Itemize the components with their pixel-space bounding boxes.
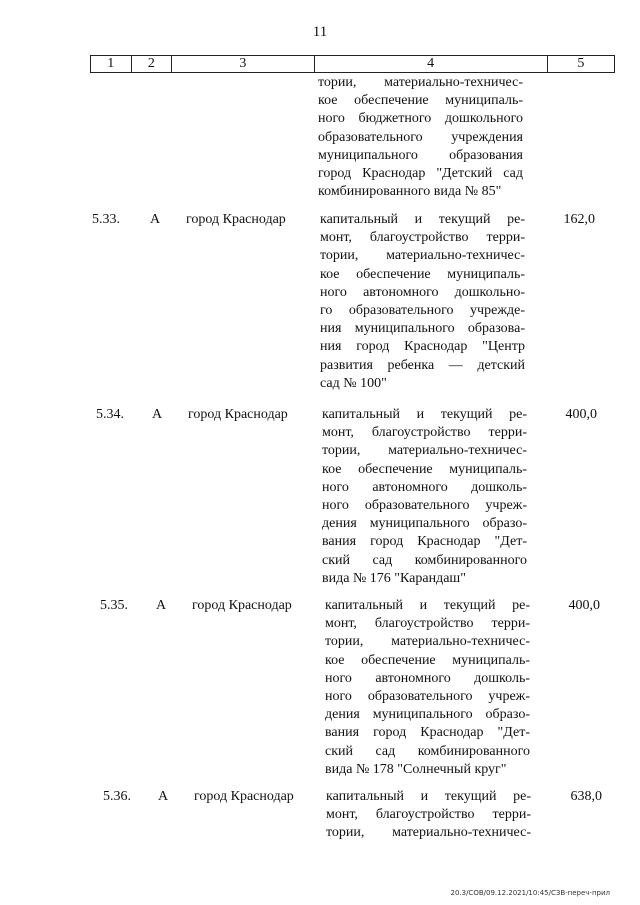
item-amount: 638,0	[570, 789, 602, 804]
item-description	[322, 406, 527, 588]
description-line: дения муниципального образо-	[322, 516, 527, 532]
item-place: город Краснодар	[192, 598, 292, 613]
item-amount: 400,0	[568, 598, 600, 613]
description-line: монт, благоустройство терри-	[320, 230, 525, 246]
item-number: 5.36.	[103, 789, 131, 804]
item-amount: 400,0	[565, 407, 597, 422]
item-number: 5.35.	[100, 598, 128, 613]
item-category: А	[158, 789, 169, 804]
description-line: ного автономного дошколь-	[325, 670, 530, 686]
item-description	[320, 211, 525, 393]
description-line: ного автономного дошколь-	[322, 479, 527, 495]
description-line: капитальный и текущий ре-	[320, 212, 525, 227]
description-line: вида № 178 "Солнечный круг"	[325, 761, 507, 777]
column-header-3: 3	[172, 56, 314, 73]
description-line: кое обеспечение муниципаль-	[320, 266, 525, 282]
description-line: кое обеспечение муниципаль-	[318, 93, 523, 109]
description-line: капитальный и текущий ре-	[322, 407, 527, 422]
column-header-4: 4	[314, 56, 547, 73]
description-line: капитальный и текущий ре-	[326, 789, 531, 804]
description-line: монт, благоустройство терри-	[326, 807, 531, 823]
footer-stamp: 20.3/СОВ/09.12.2021/10:45/СЗВ-переч-прил	[450, 889, 610, 897]
item-place: город Краснодар	[186, 212, 286, 227]
description-line: ного образовательного учреж-	[325, 689, 530, 705]
description-line: развития ребенка — детский	[320, 357, 525, 373]
description-line: тории, материально-техничес-	[318, 75, 523, 90]
description-line: вания город Краснодар "Дет-	[322, 534, 527, 550]
description-line: ский сад комбинированного	[325, 743, 530, 759]
description-line: кое обеспечение муниципаль-	[325, 652, 530, 668]
description-line: город Краснодар "Детский сад	[318, 166, 523, 182]
description-line: ния муниципального образова-	[320, 321, 525, 337]
description-line: ного бюджетного дошкольного	[318, 111, 523, 127]
page-number: 11	[312, 24, 328, 40]
description-line: капитальный и текущий ре-	[325, 598, 530, 613]
description-line: монт, благоустройство терри-	[325, 616, 530, 632]
column-header-5: 5	[547, 56, 614, 73]
item-place: город Краснодар	[194, 789, 294, 804]
item-place: город Краснодар	[188, 407, 288, 422]
description-line: кое обеспечение муниципаль-	[322, 461, 527, 477]
description-line: образовательного учреждения	[318, 129, 523, 145]
item-category: А	[150, 212, 161, 227]
continuation-description	[318, 74, 523, 201]
description-line: ский сад комбинированного	[322, 552, 527, 568]
item-description	[326, 788, 531, 843]
description-line: тории, материально-техничес-	[326, 825, 531, 841]
description-line: сад № 100"	[320, 375, 387, 391]
item-number: 5.33.	[92, 212, 120, 227]
description-line: тории, материально-техничес-	[322, 443, 527, 459]
description-line: ного образовательного учреж-	[322, 498, 527, 514]
item-category: А	[152, 407, 163, 422]
column-header-row	[91, 56, 615, 73]
description-line: вида № 176 "Карандаш"	[322, 570, 466, 586]
description-line: вания город Краснодар "Дет-	[325, 725, 530, 741]
description-line: го образовательного учрежде-	[320, 303, 525, 319]
item-amount: 162,0	[563, 212, 595, 227]
column-header-1: 1	[91, 56, 132, 73]
description-line: комбинированного вида № 85"	[318, 184, 502, 200]
description-line: муниципального образования	[318, 147, 523, 163]
description-line: ния город Краснодар "Центр	[320, 339, 525, 355]
description-line: тории, материально-техничес-	[320, 248, 525, 264]
item-category: А	[156, 598, 167, 613]
item-number: 5.34.	[96, 407, 124, 422]
column-header-table	[90, 55, 615, 73]
item-description	[325, 597, 530, 779]
description-line: ного автономного дошкольно-	[320, 284, 525, 300]
description-line: монт, благоустройство терри-	[322, 425, 527, 441]
column-header-2: 2	[131, 56, 172, 73]
description-line: дения муниципального образо-	[325, 707, 530, 723]
description-line: тории, материально-техничес-	[325, 634, 530, 650]
